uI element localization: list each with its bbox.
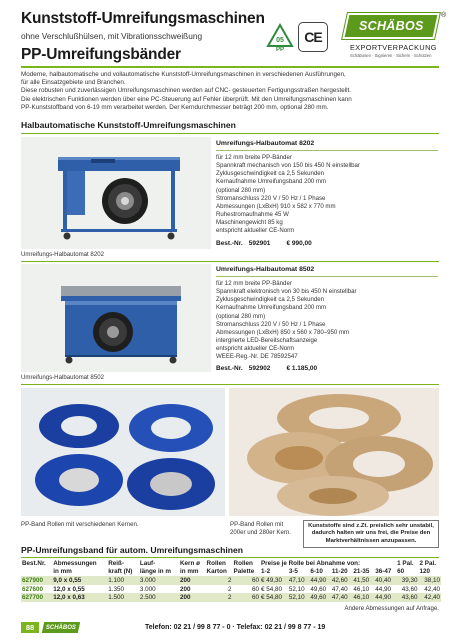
product-card-8202 <box>216 140 438 247</box>
col-header: 2 Pal. <box>419 559 436 567</box>
footer-contact: Telefon: 02 21 / 99 8 77 - 0 · Telefax: 02 21 / 99 8 77 - 19 <box>145 624 326 631</box>
table-cell: 43,60 <box>401 594 418 602</box>
col-header: Karton <box>206 568 227 576</box>
order-number: 592902 <box>248 364 271 372</box>
page-number-badge <box>21 622 39 633</box>
spec-line: Abmessungen (LxBxH) 850 x 560 x 780–950 mm <box>216 328 350 336</box>
table-cell: 40,40 <box>375 576 392 584</box>
col-header: 21-35 <box>353 568 370 576</box>
footer-brand-logo <box>42 622 80 633</box>
brand-logo-text: SCHÄBOS <box>358 19 424 33</box>
table-cell: 42,40 <box>424 594 440 602</box>
spec-line: für 12 mm breite PP-Bänder <box>216 280 292 287</box>
table-cell: 49,60 <box>310 594 327 602</box>
product-price: € 990,00 <box>286 239 312 247</box>
table-cell: 60 <box>251 576 259 584</box>
price-table-wrap <box>21 559 441 602</box>
page-number: 88 <box>25 623 35 632</box>
section-heading: PP-Umreifungsband für autom. Umreifungsmaschinen <box>21 545 244 555</box>
product-title: Umreifungs-Halbautomat 8502 <box>216 266 315 273</box>
table-cell: € 54,80 <box>260 594 282 602</box>
col-header: Best.Nr. <box>22 559 46 567</box>
table-cell: 3.000 <box>139 585 156 593</box>
table-cell: 12,0 x 0,63 <box>53 594 85 602</box>
band-caption-right: PP-Band Rollen mit 200er und 280er Kern. <box>230 521 291 536</box>
page-title: Kunststoff-Umreifungsmaschinen <box>21 10 265 27</box>
brand-slogan: Schäbosen · Signieren · Sichern · Schützen <box>350 53 432 58</box>
product-divider <box>21 384 439 385</box>
table-footnote: Andere Abmessungen auf Anfrage. <box>344 605 439 612</box>
col-header: Rollen <box>233 559 253 567</box>
recycle-pp-icon <box>265 22 295 52</box>
svg-text:05: 05 <box>276 37 284 44</box>
table-cell: 1.100 <box>108 576 124 584</box>
footer-brand-text: SCHÄBOS <box>45 624 76 631</box>
page-subtitle: ohne Verschlußhülsen, mit Vibrationsschweißung <box>21 31 203 41</box>
col-header: länge in m <box>139 568 171 576</box>
spec-line: (optional 280 mm) <box>216 186 266 194</box>
col-header: 1-2 <box>260 568 271 576</box>
table-cell: 60 <box>251 585 259 593</box>
spec-line: Abmessungen (LxBxH) 910 x 582 x 770 mm <box>216 202 336 210</box>
band-caption-left: PP-Band Rollen mit verschiedenen Kernen. <box>21 521 139 528</box>
col-header: 120 <box>419 568 431 576</box>
table-cell: 44,90 <box>375 585 392 593</box>
spec-line: entspricht aktueller CE-Norm <box>216 227 295 235</box>
table-cell: 60 <box>251 594 259 602</box>
table-cell: 1.500 <box>108 594 124 602</box>
order-number: 592901 <box>248 239 271 247</box>
order-row <box>216 240 438 247</box>
table-cell: 9,0 x 0,55 <box>53 576 82 584</box>
spec-line: Zyklusgeschwindigkeit ca 2,5 Sekunden <box>216 170 325 178</box>
spec-line: Spannkraft mechanisch von 150 bis 450 N einstellbar <box>216 162 360 170</box>
product-card-8502 <box>216 266 438 372</box>
section-divider <box>21 133 439 134</box>
table-cell: 3.000 <box>139 576 156 584</box>
spec-line: Ruhestromaufnahme 45 W <box>216 211 289 219</box>
col-header: 36-47 <box>375 568 392 576</box>
col-header: Rollen <box>206 559 226 567</box>
col-header: Preise je Rolle bei Abnahme von: <box>260 559 361 567</box>
table-cell: 46,10 <box>353 594 370 602</box>
col-header: Palette <box>233 568 255 576</box>
table-cell: 200 <box>179 576 191 584</box>
table-row <box>21 576 441 585</box>
section-heading: Halbautomatische Kunststoff-Umreifungsmaschinen <box>21 120 236 130</box>
table-row <box>21 585 441 594</box>
spec-line: intergrierte LED-Bereitschaftsanzeige <box>216 337 318 345</box>
product-photo-8502 <box>21 264 211 372</box>
spec-line: Spannkraft elektronisch von 30 bis 450 N einstellbar <box>216 288 357 296</box>
table-cell: € 49,30 <box>260 576 282 584</box>
spec-line: Zyklusgeschwindigkeit ca 2,5 Sekunden <box>216 296 325 304</box>
col-header <box>21 568 52 577</box>
product-photo-8202 <box>21 137 211 249</box>
order-row <box>216 365 438 372</box>
photo-caption: Umreifungs-Halbautomat 8502 <box>21 374 104 381</box>
table-cell: 1.350 <box>108 585 124 593</box>
product-title: Umreifungs-Halbautomat 8202 <box>216 140 315 147</box>
spec-line: Kernaufnahme Umreifungsband 200 mm <box>216 304 327 312</box>
intro-line: Die elektrischen Funktionen werden über eine PC-Steuerung auf Fehler überprüft. Mit den Umreifungsmaschinen kann <box>21 95 352 103</box>
spec-line: Stromanschluss 220 V / 50 Hz / 1 Phase <box>216 320 326 328</box>
band-rolls-photo-left <box>21 388 225 516</box>
product-divider <box>21 261 439 262</box>
table-cell: 200 <box>179 594 191 602</box>
col-header: Abmessungen <box>53 559 97 567</box>
header-divider <box>21 66 439 68</box>
table-cell: 42,60 <box>331 576 348 584</box>
band-rolls-photo-right <box>229 388 439 516</box>
order-number-label: Best.-Nr. <box>216 364 243 372</box>
brand-tagline: EXPORTVERPACKUNG <box>350 43 437 52</box>
ce-mark-text: CE <box>304 29 322 45</box>
table-cell: 47,40 <box>331 585 348 593</box>
table-cell: 47,40 <box>331 594 348 602</box>
spec-line: Stromanschluss 220 V / 50 Hz / 1 Phase <box>216 194 326 202</box>
ce-mark-icon <box>298 22 328 52</box>
col-header: 11-20 <box>331 568 348 576</box>
spec-line: Maschinengewicht 85 kg <box>216 219 283 227</box>
table-cell: 49,60 <box>310 585 327 593</box>
table-cell: 47,10 <box>288 576 305 584</box>
table-cell: 627900 <box>22 576 44 584</box>
table-cell: 627600 <box>22 585 44 593</box>
col-header: Kern ø <box>179 559 200 567</box>
intro-line: Diese robusten und zuverlässigen Umreifungsmaschinen werden auf CNC- gesteuerten Fertigungsstraßen hergestellt. <box>21 87 352 95</box>
col-header: in mm <box>53 568 72 576</box>
col-header: 60 <box>397 568 405 576</box>
col-header: 3-5 <box>288 568 298 576</box>
recycle-label: PP <box>275 47 284 53</box>
intro-line: Moderne, halbautomatische und vollautomatische Kunststoff-Umreifungsmaschinen in verschiedenen Ausführungen, <box>21 71 346 78</box>
table-cell: 2 <box>228 594 232 602</box>
table-header-row <box>21 559 441 568</box>
order-number-label: Best.-Nr. <box>216 239 243 247</box>
table-header-row <box>21 568 441 577</box>
table-cell: 39,30 <box>401 576 418 584</box>
price-table <box>21 559 441 602</box>
table-cell: 52,10 <box>288 585 305 593</box>
price-disclaimer: Kunststoffe sind z.Zt. preislich sehr unstabil, dadurch halten wir uns frei, die Preise den Marktverhältnissen anzupassen. <box>303 520 439 548</box>
section-divider <box>21 557 439 558</box>
table-cell: 43,60 <box>401 585 418 593</box>
col-header: kraft (N) <box>108 568 133 576</box>
table-cell: 41,50 <box>353 576 370 584</box>
spec-line: entspricht aktueller CE-Norm <box>216 345 295 353</box>
table-cell: 46,10 <box>353 585 370 593</box>
table-cell: 200 <box>179 585 191 593</box>
brand-logo <box>342 13 440 39</box>
table-cell: 627700 <box>22 594 44 602</box>
spec-line: Kernaufnahme Umreifungsband 200 mm <box>216 178 327 186</box>
intro-text <box>21 71 441 112</box>
col-header: 1 Pal. <box>397 559 414 567</box>
table-cell: 52,10 <box>288 594 305 602</box>
product-price: € 1.185,00 <box>286 364 318 372</box>
spec-line: WEEE-Reg.-Nr. DE 78592547 <box>216 353 298 361</box>
table-row <box>21 593 441 602</box>
col-header: Reiß- <box>108 559 124 567</box>
table-cell: 2.500 <box>139 594 156 602</box>
table-cell: 2 <box>228 585 232 593</box>
intro-line: PP-Kunststoffband von 6-19 mm verarbeitet werden. Der Kerndurchmesser beträgt 200 mm, optional 280 mm. <box>21 103 329 111</box>
table-cell: 42,40 <box>424 585 440 593</box>
table-cell: 2 <box>228 576 232 584</box>
page-title-2: PP-Umreifungsbänder <box>21 46 181 63</box>
col-header: Lauf- <box>139 559 156 567</box>
brand-registered: ® <box>441 12 447 19</box>
table-cell: € 54,80 <box>260 585 282 593</box>
spec-line: (optional 280 mm) <box>216 312 266 320</box>
table-cell: 44,90 <box>375 594 392 602</box>
photo-caption: Umreifungs-Halbautomat 8202 <box>21 251 104 258</box>
col-header: in mm <box>179 568 199 576</box>
intro-line: für alle Einsatzgebiete und Branchen. <box>21 79 126 87</box>
col-header: 6-10 <box>310 568 323 576</box>
table-cell: 38,10 <box>424 576 440 584</box>
table-cell: 44,90 <box>310 576 327 584</box>
table-cell: 12,0 x 0,55 <box>53 585 85 593</box>
spec-line: für 12 mm breite PP-Bänder <box>216 154 292 161</box>
